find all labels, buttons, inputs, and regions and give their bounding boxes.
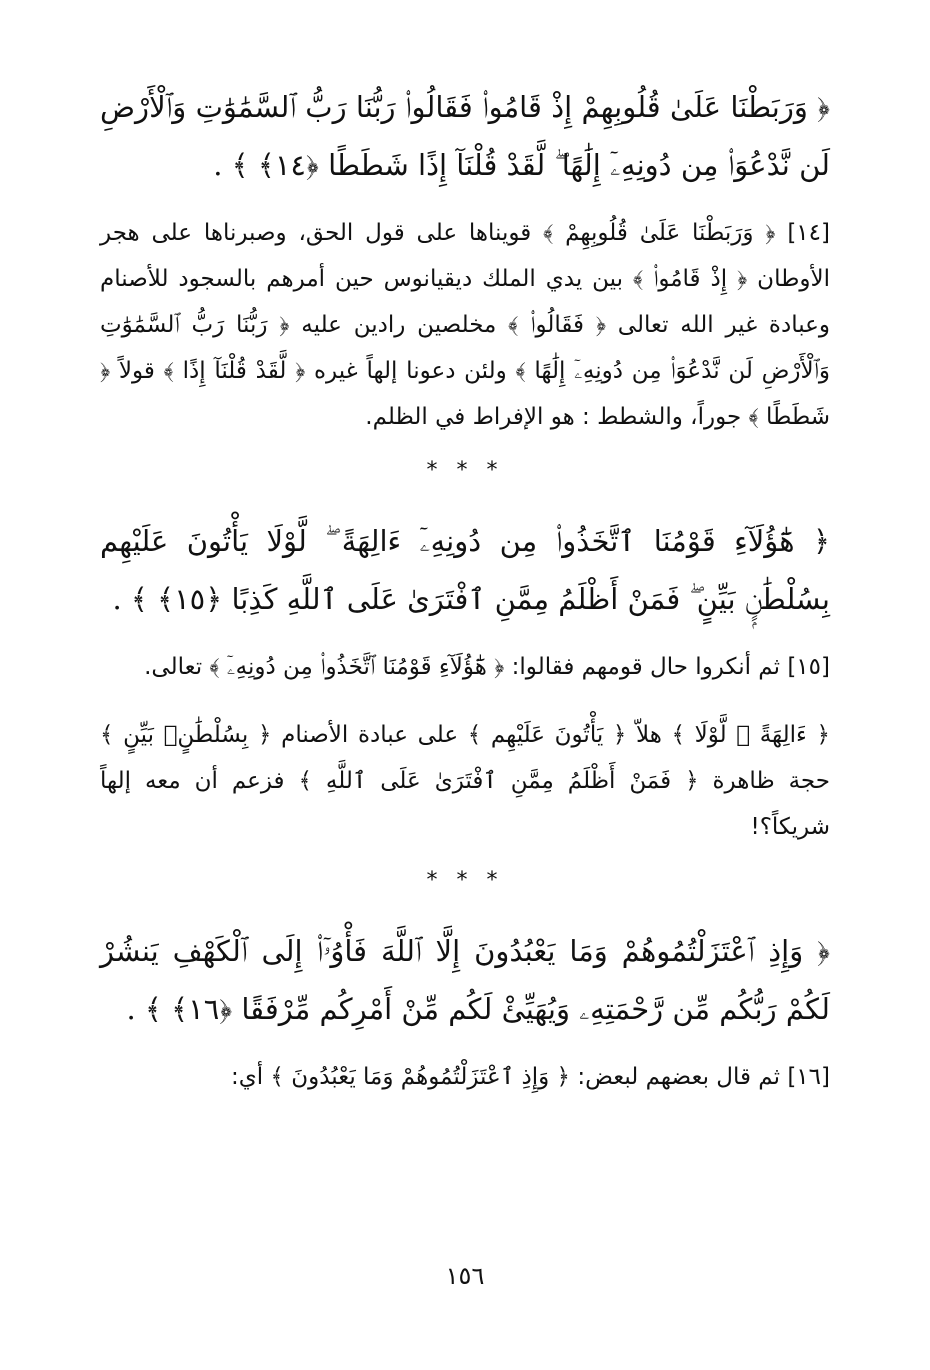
tafsir-15-intro: [١٥] ثم أنكروا حال قومهم فقالوا: ﴿ هَٰٓؤُلَآءِ قَوْمُنَا ٱتَّخَذُوا۟ مِن دُونِهِۦٓ ﴾ تعالى. (144, 654, 830, 680)
tafsir-15-detail: ﴿ ءَالِهَةً ۖ لَّوْلَا ﴾ هلاّ ﴿ يَأْتُونَ عَلَيْهِم ﴾ على عبادة الأصنام ﴿ بِسُلْطَٰنٍۭ بَيِّنٍ ﴾ حجة ظاهرة ﴿ فَمَنْ أَظْلَمُ مِمَّنِ ٱفْتَرَىٰ عَلَى ٱللَّهِ ﴾ فزعم أن معه إلهاً شريكاً؟! (100, 722, 830, 840)
verse-14: ﴿ وَرَبَطْنَا عَلَىٰ قُلُوبِهِمْ إِذْ قَامُوا۟ فَقَالُوا۟ رَبُّنَا رَبُّ ٱلسَّمَٰوَٰتِ وَٱلْأَرْضِ لَن نَّدْعُوَا۟ مِن دُونِهِۦٓ إِلَٰهًا ۖ لَّقَدْ قُلْنَآ إِذًا شَطَطًا ﴿١٤﴾ ﴾ . (100, 90, 830, 182)
tafsir-14: [١٤] ﴿ وَرَبَطْنَا عَلَىٰ قُلُوبِهِمْ ﴾ قويناها على قول الحق، وصبرناها على هجر الأوطان ﴿ إِذْ قَامُوا۟ ﴾ بين يدي الملك ديقيانوس حين أمرهم بالسجود للأصنام وعبادة غير الله تعالى ﴿ فَقَالُوا۟ ﴾ مخلصين رادين عليه ﴿ رَبُّنَا رَبُّ ٱلسَّمَٰوَٰتِ وَٱلْأَرْضِ لَن نَّدْعُوَا۟ مِن دُونِهِۦٓ إِلَٰهًا ﴾ ولئن دعونا إلهاً غيره ﴿ لَّقَدْ قُلْنَآ إِذًا ﴾ قولاً ﴿ شَطَطًا ﴾ جوراً، والشطط : هو الإفراط في الظلم. (100, 220, 830, 430)
section-separator: * * * (426, 458, 504, 483)
tafsir-16: [١٦] ثم قال بعضهم لبعض: ﴿ وَإِذِ ٱعْتَزَلْتُمُوهُمْ وَمَا يَعْبُدُونَ ﴾ أي: (230, 1064, 830, 1090)
verse-15: ﴿ هَٰٓؤُلَآءِ قَوْمُنَا ٱتَّخَذُوا۟ مِن دُونِهِۦٓ ءَالِهَةً ۖ لَّوْلَا يَأْتُونَ عَلَيْهِم بِسُلْطَٰنٍۭ بَيِّنٍ ۖ فَمَنْ أَظْلَمُ مِمَّنِ ٱفْتَرَىٰ عَلَى ٱللَّهِ كَذِبًا ﴿١٥﴾ ﴾ . (100, 524, 830, 616)
verse-16: ﴿ وَإِذِ ٱعْتَزَلْتُمُوهُمْ وَمَا يَعْبُدُونَ إِلَّا ٱللَّهَ فَأْوُۥٓا۟ إِلَى ٱلْكَهْفِ يَنشُرْ لَكُمْ رَبُّكُم مِّن رَّحْمَتِهِۦ وَيُهَيِّئْ لَكُم مِّنْ أَمْرِكُم مِّرْفَقًا ﴿١٦﴾ ﴾ . (100, 934, 830, 1026)
section-separator: * * * (426, 868, 504, 893)
page-number: ١٥٦ (445, 1262, 485, 1290)
